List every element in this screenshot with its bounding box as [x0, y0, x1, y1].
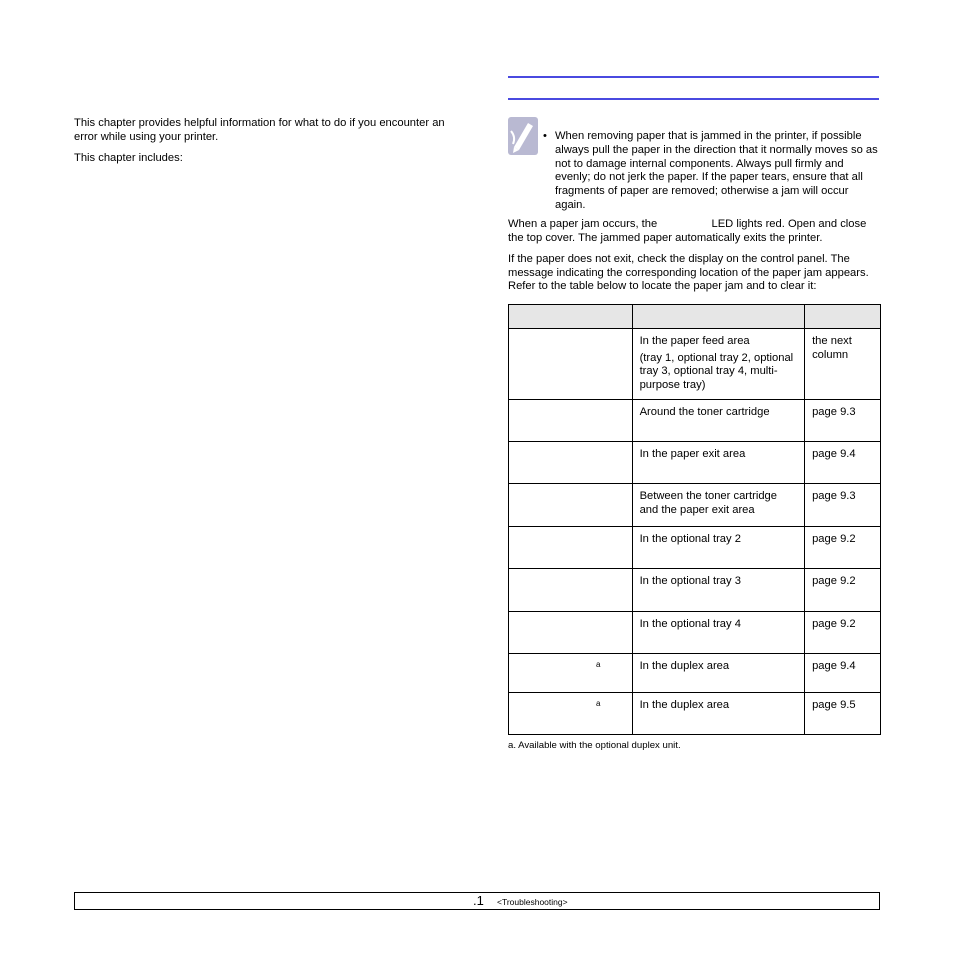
- table-row: [509, 612, 881, 654]
- location-cell: Between the toner cartridge and the paper exit area: [632, 484, 805, 527]
- location-cell: In the optional tray 3: [632, 569, 805, 612]
- section-rule-top: [508, 76, 879, 78]
- display-paragraph: If the paper does not exit, check the display on the control panel. The message indicating the corresponding location of the paper jam appears. Refer to the table below to locate the paper jam and to clear it:: [508, 253, 869, 293]
- reference-cell: page 9.5: [805, 693, 881, 735]
- location-cell: Around the toner cartridge: [632, 400, 805, 442]
- includes-label: This chapter includes:: [74, 152, 183, 164]
- reference-cell: the next column: [805, 329, 881, 400]
- reference-cell: page 9.3: [805, 484, 881, 527]
- jam-location-table: [508, 304, 881, 735]
- footnote-marker: a: [596, 660, 601, 669]
- location-cell: In the paper feed area: [639, 335, 750, 347]
- jam-paragraph-end: LED lights red. Open and close the top cover. The jammed paper automatically exits the printer.: [508, 218, 867, 244]
- table-row: [509, 442, 881, 484]
- table-row: [509, 569, 881, 612]
- table-row: [509, 693, 881, 735]
- table-header-row: [509, 305, 881, 329]
- location-detail: (tray 1, optional tray 2, optional tray 3, optional tray 4, multi-purpose tray): [639, 351, 794, 391]
- reference-cell: page 9.2: [805, 527, 881, 569]
- location-cell: In the duplex area: [632, 654, 805, 693]
- reference-cell: page 9.3: [805, 400, 881, 442]
- reference-cell: page 9.4: [805, 654, 881, 693]
- table-row: [509, 527, 881, 569]
- jam-paragraph-start: When a paper jam occurs, the: [508, 218, 658, 230]
- note-bullet: •: [543, 130, 547, 142]
- table-row: [509, 329, 881, 400]
- page-footer: [74, 892, 880, 910]
- table-footnote: a. Available with the optional duplex unit.: [508, 740, 681, 751]
- chapter-label: <Troubleshooting>: [497, 897, 568, 907]
- footnote-marker: a: [596, 699, 601, 708]
- location-cell: In the optional tray 4: [632, 612, 805, 654]
- page-number: .1: [473, 893, 484, 908]
- jam-paragraph: [508, 218, 880, 245]
- reference-cell: page 9.4: [805, 442, 881, 484]
- note-text: When removing paper that is jammed in the printer, if possible always pull the paper in the direction that it normally moves so as not to damage internal components. Always pull firmly and evenly; do not jerk the paper. If the paper tears, ensure that all fragments of paper are removed; otherwise a jam will occur again.: [555, 130, 878, 211]
- table-row: [509, 654, 881, 693]
- intro-paragraph: This chapter provides helpful information for what to do if you encounter an error while using your printer.: [74, 117, 445, 143]
- section-rule-bottom: [508, 98, 879, 100]
- reference-cell: page 9.2: [805, 612, 881, 654]
- location-cell: In the paper exit area: [632, 442, 805, 484]
- note-pencil-icon: [508, 117, 538, 155]
- reference-cell: page 9.2: [805, 569, 881, 612]
- table-row: [509, 400, 881, 442]
- location-cell: In the duplex area: [632, 693, 805, 735]
- table-row: [509, 484, 881, 527]
- location-cell: In the optional tray 2: [632, 527, 805, 569]
